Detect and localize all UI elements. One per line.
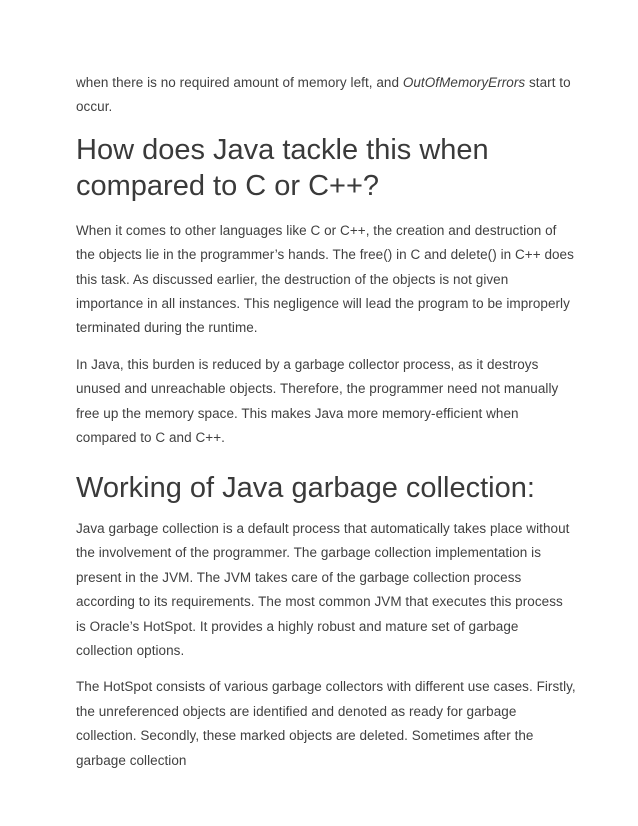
intro-emphasis: OutOfMemoryErrors [402, 75, 526, 90]
intro-paragraph [76, 71, 576, 120]
section1-paragraph-1: When it comes to other languages like C or C++, the creation and destruction of the objects lie in the programmer’s hands. The free() in C and delete() in C++ does this task. As discussed earlier, the destruction of the objects is not given importance in all instances. This negligence will lead the program to be improperly terminated during the runtime. [76, 222, 574, 336]
intro-text-before: when there is no required amount of memory left, and [76, 75, 403, 90]
section1-paragraph-2: In Java, this burden is reduced by a garbage collector process, as it destroys unused and unreachable objects. Therefore, the programmer need not manually free up the memory space. This makes Java more memory-efficient when compared to C and C++. [76, 356, 559, 446]
document-body [76, 71, 576, 785]
section-heading-java-vs-c: How does Java tackle this when compared to C or C++? [76, 133, 489, 203]
section2-paragraph-2: The HotSpot consists of various garbage collectors with different use cases. Firstly, the unreferenced objects are identified and denoted as ready for garbage collection. Secondly, these marked objects are deleted. Sometimes after the garbage collection [76, 679, 576, 768]
intro-text-after: start to occur. [76, 75, 571, 115]
section2-paragraph-1: Java garbage collection is a default process that automatically takes place without the involvement of the programmer. The garbage collection implementation is present in the JVM. The JVM takes care of the garbage collection process according to its requirements. The most common JVM that executes this process is Oracle’s HotSpot. It provides a highly robust and mature set of garbage collection options. [76, 520, 570, 658]
section-heading-garbage-collection: Working of Java garbage collection: [76, 472, 535, 505]
